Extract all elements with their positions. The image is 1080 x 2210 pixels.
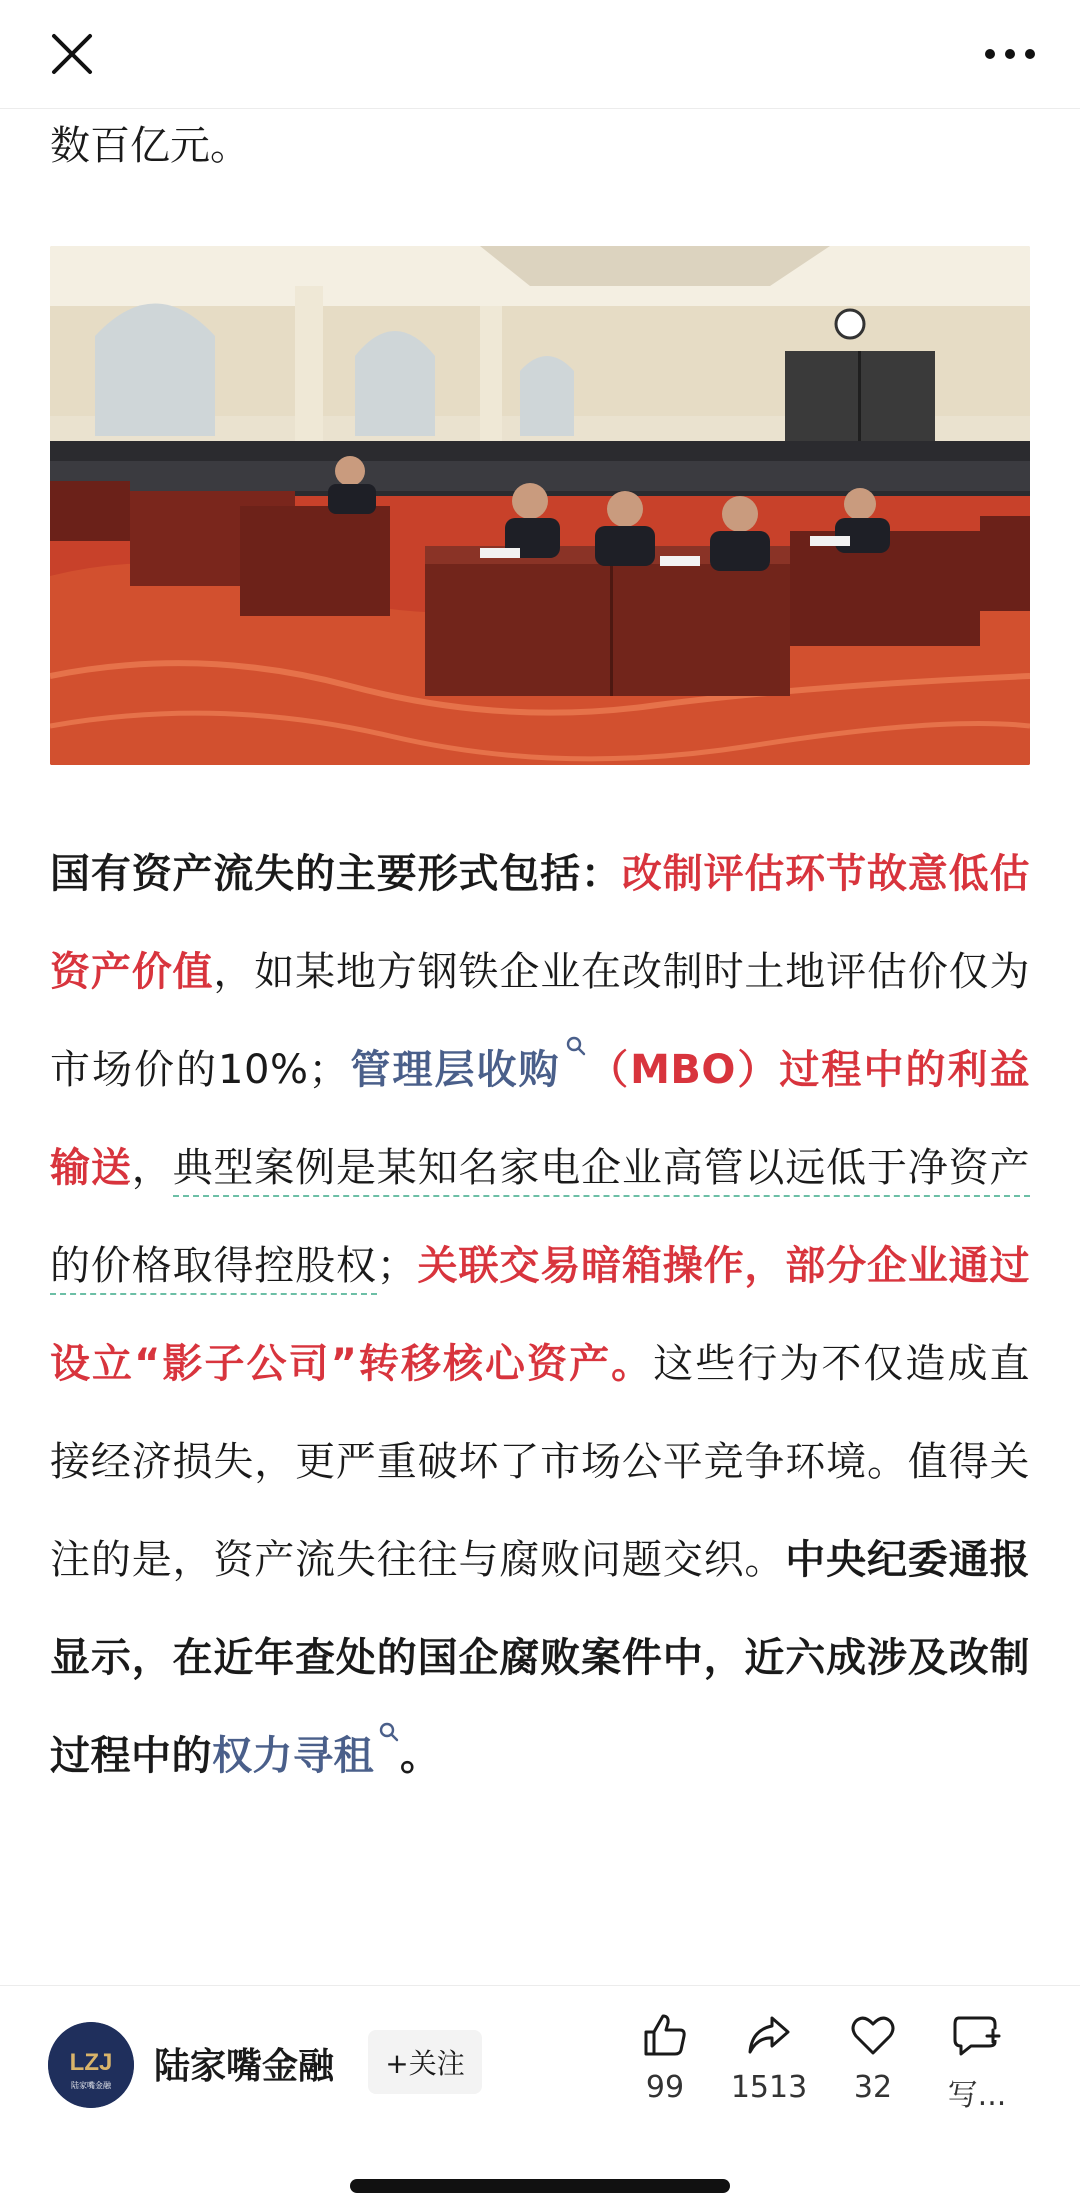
keyword-link-label: 管理层收购 — [348, 1047, 561, 1093]
article-text: 这些行为不仅造成直接经济损失，更严重破坏了市场公平竞争环境。值得关注的是，资产流失往往与腐败问题交织。 — [50, 1341, 1031, 1583]
favorite-button[interactable] — [818, 2010, 928, 2105]
article-photo[interactable] — [50, 246, 1030, 765]
more-options-button[interactable] — [980, 34, 1040, 74]
author-name[interactable]: 陆家嘴金融 — [154, 2046, 335, 2087]
home-indicator[interactable] — [350, 2179, 730, 2193]
meeting-hall-image — [50, 246, 1030, 765]
article-text: ； — [376, 1243, 418, 1289]
top-bar — [0, 0, 1080, 109]
article-bold: 中央纪委通报显示，在近年查处的国企腐败案件中，近六成涉及改制过程中的 — [50, 1537, 1031, 1779]
article-body — [50, 825, 1030, 1805]
more-icon — [980, 34, 1040, 74]
dashed-underline-text[interactable]: 典型案例是某知名家电企业高管以远低于净资产的价格取得控股权 — [50, 1145, 1030, 1295]
keyword-link-mbo[interactable] — [349, 1047, 587, 1093]
bottom-action-bar — [0, 1985, 1080, 2210]
article-lead-bold: 国有资产流失的主要形式包括： — [50, 851, 622, 897]
keyword-link-rent-seeking[interactable] — [212, 1733, 400, 1779]
close-button[interactable] — [48, 30, 96, 78]
like-button[interactable] — [610, 2010, 720, 2105]
share-count: 1513 — [730, 2070, 808, 2105]
highlight-red: 关联交易暗箱操作，部分企业通过设立“影子公司”转移核心资产。 — [50, 1243, 1031, 1387]
highlight-red: （MBO）过程中的利益输送 — [50, 1047, 1030, 1191]
search-icon — [565, 1035, 587, 1057]
search-icon — [378, 1721, 400, 1743]
heart-icon — [848, 2010, 898, 2060]
share-button[interactable] — [714, 2010, 824, 2105]
article-text: 。 — [400, 1733, 441, 1779]
comment-label: 写... — [947, 2078, 1007, 2113]
close-icon — [48, 30, 96, 78]
avatar-subtext: 陆家嘴金融 — [71, 2081, 111, 2090]
lead-text: 数百亿元。 — [50, 123, 250, 169]
favorite-count: 32 — [853, 2070, 893, 2105]
comment-icon — [951, 2010, 1003, 2060]
article-text: ， — [131, 1145, 173, 1191]
thumbs-up-icon — [640, 2010, 690, 2060]
article-text: ，如某地方钢铁企业在改制时土地评估价仅为市场价的10%； — [50, 949, 1031, 1093]
like-count: 99 — [645, 2070, 685, 2105]
share-icon — [744, 2010, 794, 2060]
comment-button[interactable] — [922, 2010, 1032, 2114]
keyword-link-label: 权力寻租 — [212, 1733, 374, 1779]
author-logo — [48, 2022, 134, 2108]
avatar[interactable] — [48, 2022, 134, 2108]
highlight-red: 改制评估环节故意低估资产价值 — [50, 851, 1031, 995]
avatar-text: LZJ — [69, 2049, 113, 2076]
follow-button[interactable]: +关注 — [368, 2030, 482, 2094]
article-content — [50, 108, 1030, 176]
